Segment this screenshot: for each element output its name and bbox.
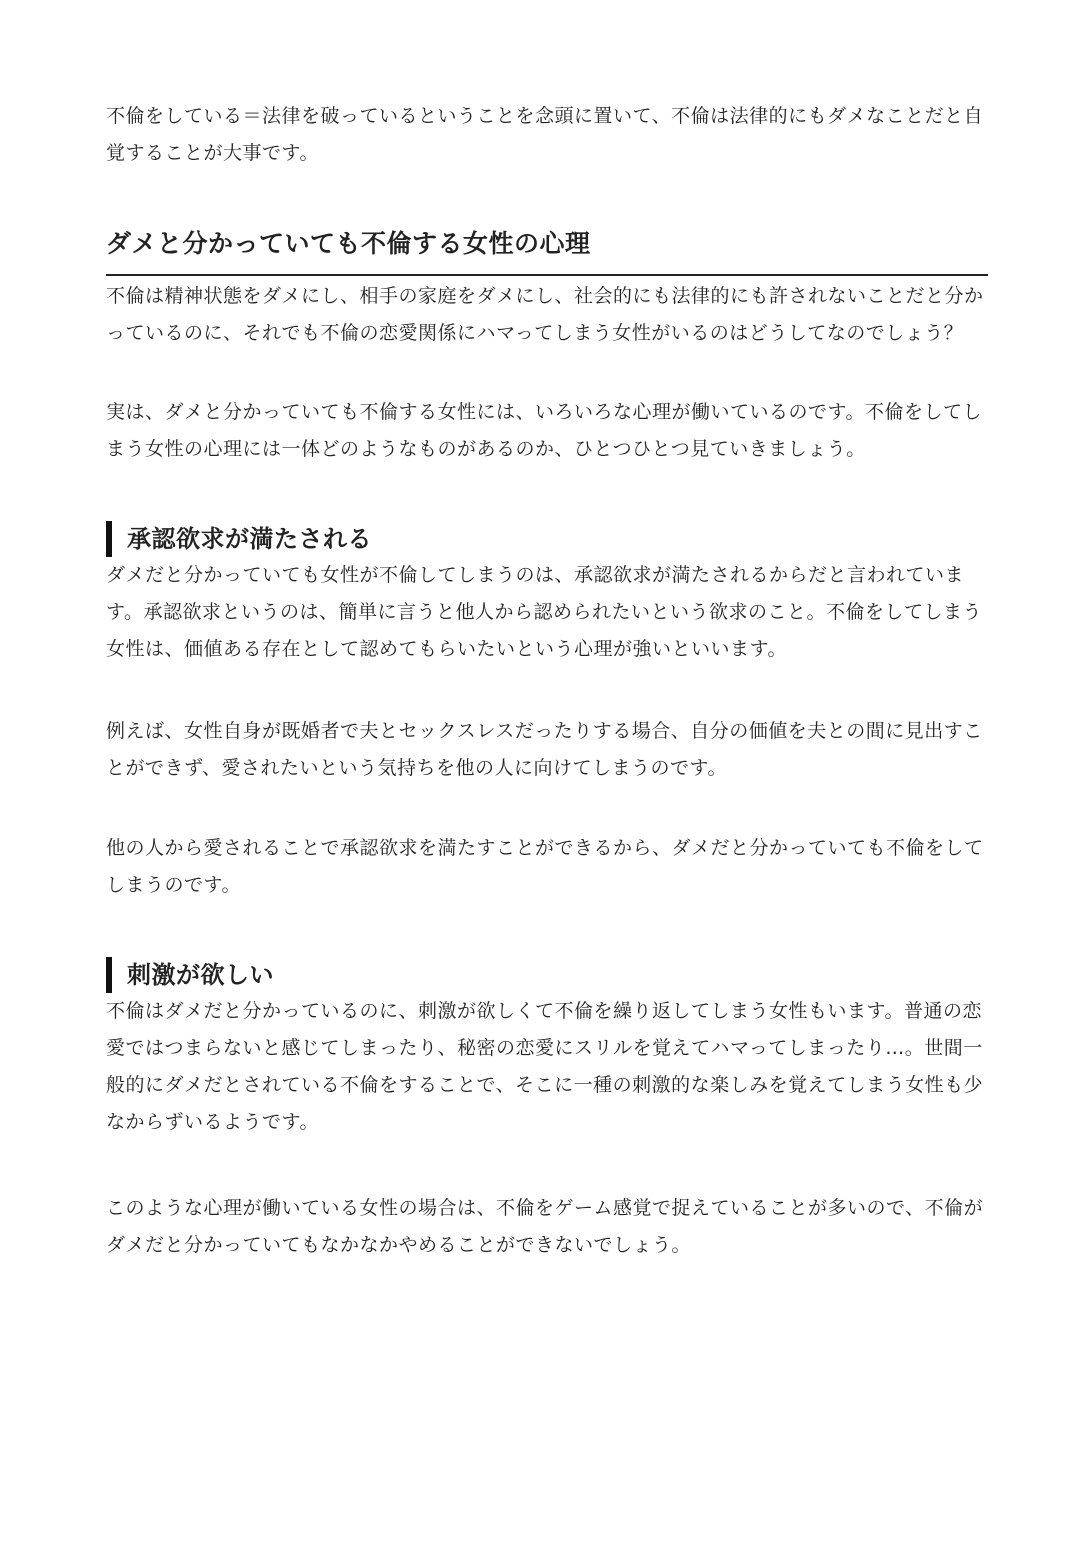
subheading-thrill-text: 刺激が欲しい bbox=[127, 961, 274, 989]
intro-paragraph: 不倫をしている＝法律を破っているということを念頭に置いて、不倫は法律的にもダメなことだと自覚することが大事です。 bbox=[106, 105, 984, 164]
approval-paragraph-1: ダメだと分かっていても女性が不倫してしまうのは、承認欲求が満たされるからだと言われています。承認欲求というのは、簡単に言うと他人から認められたいという欲求のこと。不倫をしてしまう女性は、価値ある存在として認めてもらいたいという心理が強いといいます。 bbox=[106, 564, 982, 660]
subheading-bar bbox=[106, 957, 112, 993]
heading-underline bbox=[106, 274, 988, 276]
subheading-bar bbox=[106, 521, 112, 557]
subheading-thrill bbox=[106, 957, 274, 993]
thrill-paragraph-2: このような心理が働いている女性の場合は、不倫をゲーム感覚で捉えていることが多いので、不倫がダメだと分かっていてもなかなかやめることができないでしょう。 bbox=[106, 1197, 984, 1256]
subheading-approval bbox=[106, 521, 372, 557]
subheading-approval-text: 承認欲求が満たされる bbox=[127, 525, 372, 553]
approval-paragraph-2: 例えば、女性自身が既婚者で夫とセックスレスだったりする場合、自分の価値を夫との間に見出すことができず、愛されたいという気持ちを他の人に向けてしまうのです。 bbox=[106, 720, 983, 779]
approval-paragraph-3: 他の人から愛されることで承認欲求を満たすことができるから、ダメだと分かっていても不倫をしてしまうのです。 bbox=[106, 837, 984, 896]
main-paragraph-2: 実は、ダメと分かっていても不倫する女性には、いろいろな心理が働いているのです。不倫をしてしまう女性の心理には一体どのようなものがあるのか、ひとつひとつ見ていきましょう。 bbox=[106, 401, 982, 460]
thrill-paragraph-1: 不倫はダメだと分かっているのに、刺激が欲しくて不倫を繰り返してしまう女性もいます。普通の恋愛ではつまらないと感じてしまったり、秘密の恋愛にスリルを覚えてハマってしまったり…。世間一般的にダメだとされている不倫をすることで、そこに一種の刺激的な楽しみを覚えてしまう女性も少なからずいるようです。 bbox=[106, 1000, 984, 1133]
main-paragraph-1: 不倫は精神状態をダメにし、相手の家庭をダメにし、社会的にも法律的にも許されないことだと分かっているのに、それでも不倫の恋愛関係にハマってしまう女性がいるのはどうしてなのでしょう？ bbox=[106, 285, 984, 344]
section-heading-main: ダメと分かっていても不倫する女性の心理 bbox=[106, 229, 591, 258]
